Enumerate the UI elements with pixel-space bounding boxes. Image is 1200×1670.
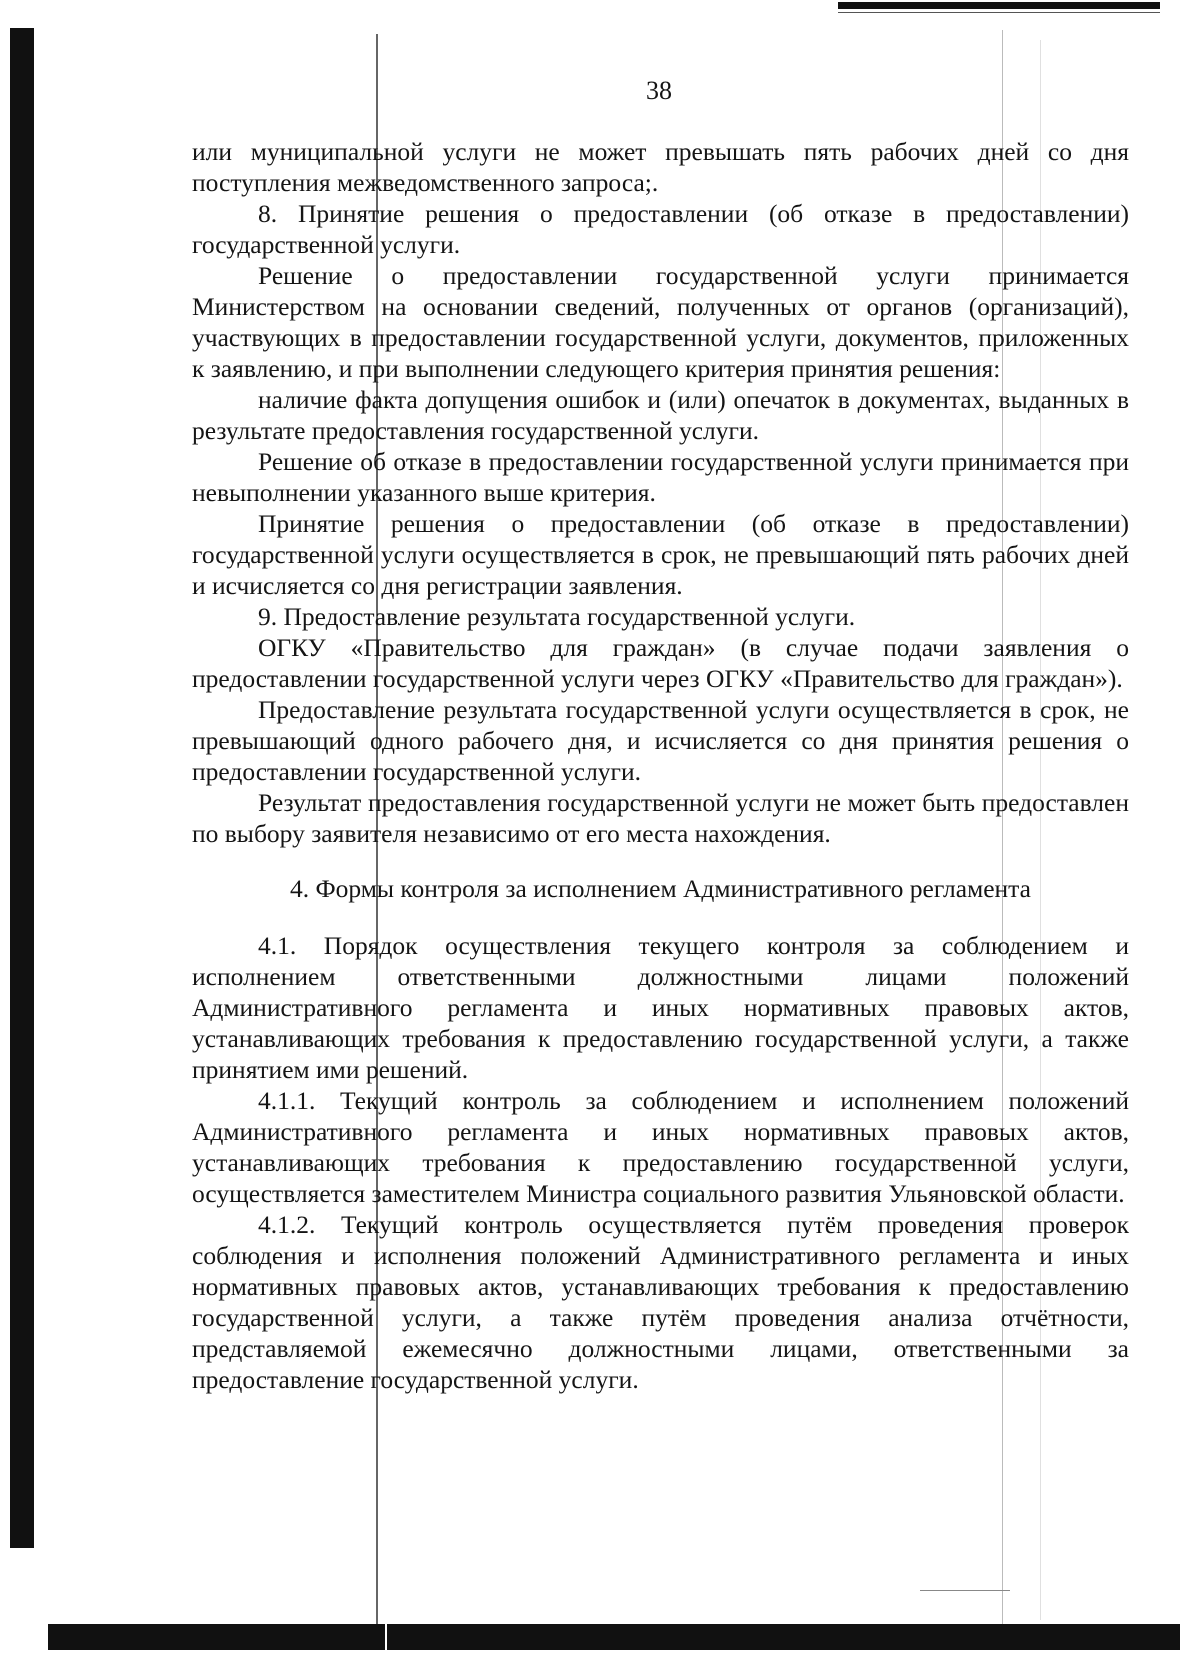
paragraph-group-top [192, 136, 1129, 849]
paragraph-cont: или муниципальной услуги не может превышать пять рабочих дней со дня поступления межведомственного запроса;. [192, 137, 1129, 197]
scan-edge-bottom-gap [385, 1618, 387, 1650]
page-number: 38 [646, 76, 672, 105]
scan-edge-bottom [48, 1624, 1180, 1650]
paragraph-9: 9. Предоставление результата государственной услуги. [258, 602, 856, 631]
paragraph-8: 8. Принятие решения о предоставлении (об отказе в предоставлении) государственной услуги. [192, 199, 1129, 259]
scan-edge-left [10, 28, 34, 1548]
scan-fold-mark [920, 1590, 1010, 1591]
paragraph-group-bottom [192, 930, 1129, 1395]
paragraph-4111: 4.1.1. Текущий контроль за соблюдением и исполнением положений Административного регламента и иных нормативных правовых актов, устанавливающих требования к предоставлению государственной услуги, осуществляется заместителем Министра социального развития Ульяновской области. [192, 1086, 1129, 1208]
paragraph-8b: наличие факта допущения ошибок и (или) опечаток в документах, выданных в результате предоставления государственной услуги. [192, 385, 1129, 445]
paragraph-9c: Результат предоставления государственной услуги не может быть предоставлен по выбору заявителя независимо от его места нахождения. [192, 788, 1129, 848]
scan-edge-top [838, 2, 1160, 9]
paragraph-9a: ОГКУ «Правительство для граждан» (в случае подачи заявления о предоставлении государственной услуги через ОГКУ «Правительство для граждан»). [192, 633, 1129, 693]
paragraph-8c: Решение об отказе в предоставлении государственной услуги принимается при невыполнении указанного выше критерия. [192, 447, 1129, 507]
paragraph-8a: Решение о предоставлении государственной услуги принимается Министерством на основании сведений, полученных от органов (организаций), участвующих в предоставлении государственной услуги, документов, приложенных к заявлению, и при выполнении следующего критерия принятия решения: [192, 261, 1129, 383]
paragraph-4112: 4.1.2. Текущий контроль осуществляется путём проведения проверок соблюдения и исполнения положений Административного регламента и иных нормативных правовых актов, устанавливающих требования к предоставлению государственной услуги, а также путём проведения анализа отчётности, представляемой ежемесячно должностными лицами, ответственными за предоставление государственной услуги. [192, 1210, 1129, 1394]
paragraph-411: 4.1. Порядок осуществления текущего контроля за соблюдением и исполнением ответственными должностными лицами положений Административного регламента и иных нормативных правовых актов, устанавливающих требования к предоставлению государственной услуги, а также принятием ими решений. [192, 931, 1129, 1084]
document-body [192, 136, 1129, 1395]
scan-edge-top-line [838, 12, 1160, 13]
paragraph-8d: Принятие решения о предоставлении (об отказе в предоставлении) государственной услуги осуществляется в срок, не превышающий пять рабочих дней и исчисляется со дня регистрации заявления. [192, 509, 1129, 600]
paragraph-9b: Предоставление результата государственной услуги осуществляется в срок, не превышающий одного рабочего дня, и исчисляется со дня принятия решения о предоставлении государственной услуги. [192, 695, 1129, 786]
section-heading: 4. Формы контроля за исполнением Административного регламента [290, 874, 1031, 903]
